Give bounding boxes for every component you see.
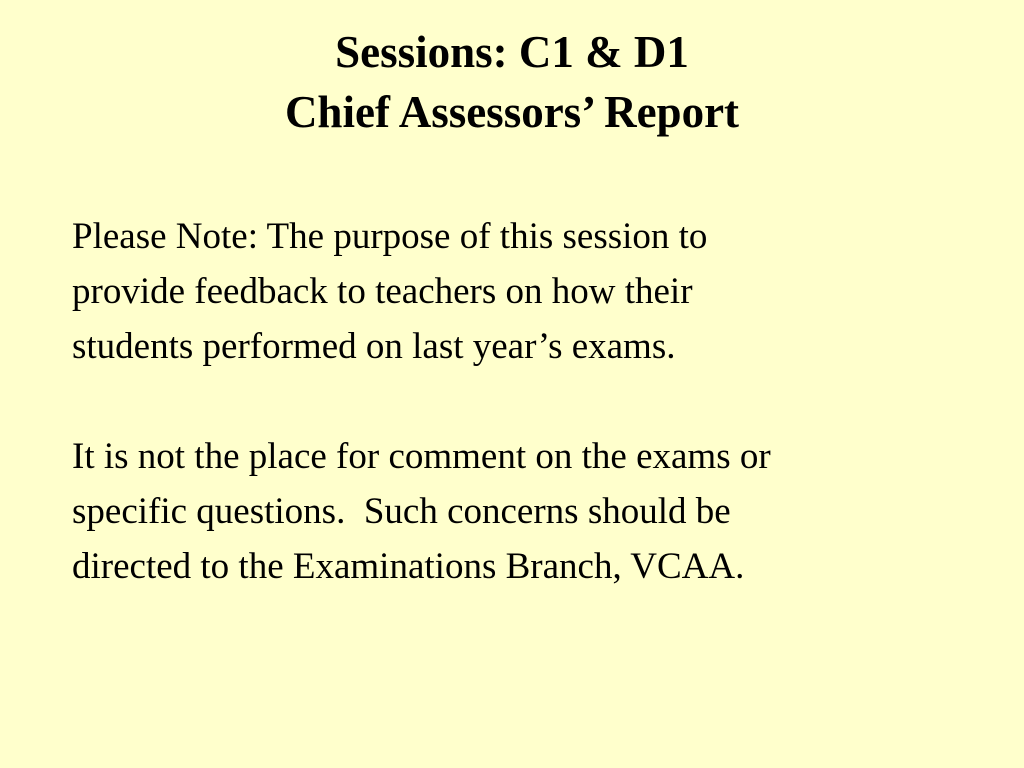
title-line-1: Sessions: C1 & D1 bbox=[335, 27, 689, 77]
paragraph-line: It is not the place for comment on the exams or bbox=[72, 436, 771, 477]
slide-body bbox=[72, 209, 972, 594]
paragraph-please-note bbox=[72, 209, 972, 374]
paragraph-spacer bbox=[72, 374, 972, 429]
paragraph-line: students performed on last year’s exams. bbox=[72, 326, 676, 367]
paragraph-line: directed to the Examinations Branch, VCAA. bbox=[72, 546, 745, 587]
paragraph-line: specific questions. Such concerns should be bbox=[72, 491, 731, 532]
paragraph-not-the-place bbox=[72, 429, 972, 594]
paragraph-line: Please Note: The purpose of this session to bbox=[72, 216, 708, 257]
title-line-2: Chief Assessors’ Report bbox=[284, 87, 740, 137]
slide-title bbox=[0, 22, 1024, 142]
paragraph-line: provide feedback to teachers on how their bbox=[72, 271, 693, 312]
